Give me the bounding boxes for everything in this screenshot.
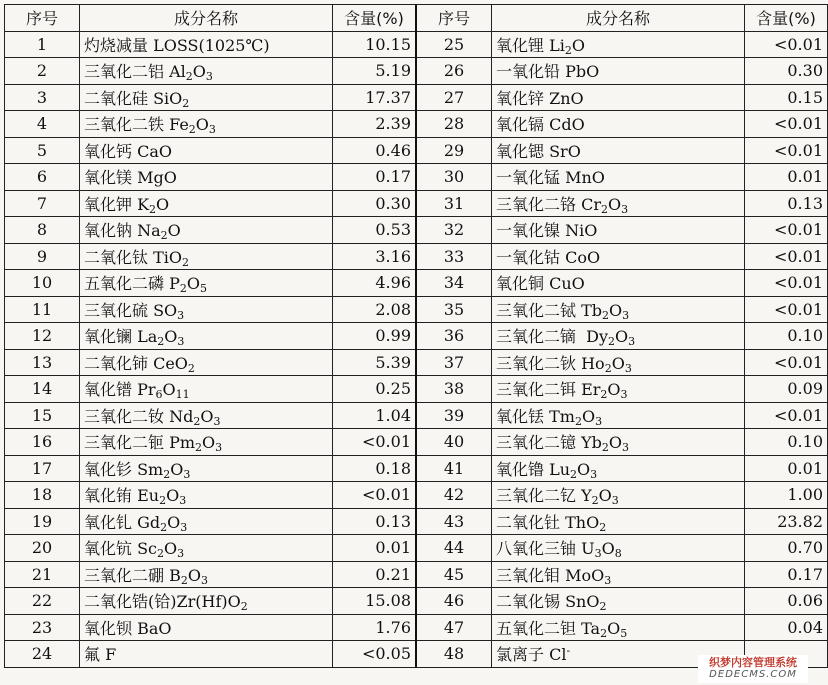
row-number: 41 xyxy=(416,455,492,482)
table-body xyxy=(5,31,828,667)
row-number: 40 xyxy=(416,429,492,456)
table-row xyxy=(5,84,828,111)
row-number: 5 xyxy=(5,137,80,164)
content-value: <0.05 xyxy=(333,641,417,668)
row-number: 6 xyxy=(5,164,80,191)
content-value: 0.30 xyxy=(333,190,417,217)
content-value: 3.16 xyxy=(333,243,417,270)
component-name: 三氧化二硼 $B_2O_3$ xyxy=(80,561,333,588)
content-value: 0.15 xyxy=(745,84,828,111)
content-value: <0.01 xyxy=(745,111,828,138)
row-number: 11 xyxy=(5,296,80,323)
content-value: 0.17 xyxy=(745,561,828,588)
content-value: 0.13 xyxy=(333,508,417,535)
table-header-row xyxy=(5,5,828,32)
row-number: 12 xyxy=(5,323,80,350)
header-name-right: 成分名称 xyxy=(492,5,745,32)
component-name: 八氧化三铀 $U_3O_8$ xyxy=(492,535,745,562)
component-name: 一氧化锰 MnO xyxy=(492,164,745,191)
component-name: 三氧化二铽 $Tb_2O_3$ xyxy=(492,296,745,323)
row-number: 33 xyxy=(416,243,492,270)
component-name: 一氧化钴 CoO xyxy=(492,243,745,270)
row-number: 22 xyxy=(5,588,80,615)
row-number: 47 xyxy=(416,614,492,641)
composition-table xyxy=(4,4,828,668)
content-value: <0.01 xyxy=(745,296,828,323)
component-name: 三氧化二钕 $Nd_2O_3$ xyxy=(80,402,333,429)
component-name: 氧化钠 $Na_2O$ xyxy=(80,217,333,244)
component-name: 氧化镉 CdO xyxy=(492,111,745,138)
row-number: 19 xyxy=(5,508,80,535)
content-value: <0.01 xyxy=(745,349,828,376)
row-number: 27 xyxy=(416,84,492,111)
content-value: 0.13 xyxy=(745,190,828,217)
row-number: 10 xyxy=(5,270,80,297)
component-name: 三氧化二钷 $Pm_2O_3$ xyxy=(80,429,333,456)
component-name: 三氧化二铝 $Al_2O_3$ xyxy=(80,58,333,85)
component-name: 一氧化铅 PbO xyxy=(492,58,745,85)
table-row xyxy=(5,164,828,191)
component-name: 氧化锶 SrO xyxy=(492,137,745,164)
content-value: 15.08 xyxy=(333,588,417,615)
content-value: 2.39 xyxy=(333,111,417,138)
header-name-left: 成分名称 xyxy=(80,5,333,32)
component-name: 三氧化二铬 $Cr_2O_3$ xyxy=(492,190,745,217)
component-name: 氧化钪 $Sc_2O_3$ xyxy=(80,535,333,562)
content-value: 0.46 xyxy=(333,137,417,164)
row-number: 4 xyxy=(5,111,80,138)
content-value: 1.76 xyxy=(333,614,417,641)
row-number: 7 xyxy=(5,190,80,217)
content-value: 0.01 xyxy=(745,455,828,482)
component-name: 氧化镁 MgO xyxy=(80,164,333,191)
component-name: 三氧化二铁 $Fe_2O_3$ xyxy=(80,111,333,138)
row-number: 46 xyxy=(416,588,492,615)
component-name: 氧化铥 $Tm_2O_3$ xyxy=(492,402,745,429)
row-number: 9 xyxy=(5,243,80,270)
table-row xyxy=(5,111,828,138)
component-name: 二氧化锡 SnO$_2$ xyxy=(492,588,745,615)
row-number: 14 xyxy=(5,376,80,403)
table-row xyxy=(5,190,828,217)
component-name: 二氧化钍 ThO$_2$ xyxy=(492,508,745,535)
table-row xyxy=(5,429,828,456)
row-number: 17 xyxy=(5,455,80,482)
content-value: 0.18 xyxy=(333,455,417,482)
component-name: 二氧化铈 CeO$_2$ xyxy=(80,349,333,376)
row-number: 43 xyxy=(416,508,492,535)
row-number: 34 xyxy=(416,270,492,297)
content-value: 0.09 xyxy=(745,376,828,403)
table-row xyxy=(5,535,828,562)
content-value: 0.53 xyxy=(333,217,417,244)
content-value: <0.01 xyxy=(745,137,828,164)
table-row xyxy=(5,508,828,535)
table-row xyxy=(5,349,828,376)
component-name: 灼烧减量 LOSS(1025℃) xyxy=(80,31,333,58)
row-number: 48 xyxy=(416,641,492,668)
content-value: 0.04 xyxy=(745,614,828,641)
row-number: 30 xyxy=(416,164,492,191)
content-value: 2.08 xyxy=(333,296,417,323)
row-number: 29 xyxy=(416,137,492,164)
row-number: 36 xyxy=(416,323,492,350)
row-number: 39 xyxy=(416,402,492,429)
component-name: 氧化钡 BaO xyxy=(80,614,333,641)
row-number: 32 xyxy=(416,217,492,244)
component-name: 二氧化钛 TiO$_2$ xyxy=(80,243,333,270)
table-row xyxy=(5,137,828,164)
content-value: <0.01 xyxy=(745,270,828,297)
component-name: 二氧化硅 SiO$_2$ xyxy=(80,84,333,111)
site-watermark xyxy=(698,655,808,683)
component-name: 氧化钾 $K_2O$ xyxy=(80,190,333,217)
content-value: 0.21 xyxy=(333,561,417,588)
row-number: 31 xyxy=(416,190,492,217)
content-value: <0.01 xyxy=(745,243,828,270)
table-row xyxy=(5,323,828,350)
content-value: 0.25 xyxy=(333,376,417,403)
table-row xyxy=(5,58,828,85)
content-value: 5.19 xyxy=(333,58,417,85)
component-name: 三氧化二钬 $Ho_2O_3$ xyxy=(492,349,745,376)
component-name: 三氧化硫 $SO_3$ xyxy=(80,296,333,323)
table-row xyxy=(5,217,828,244)
component-name: 三氧化钼 MoO$_3$ xyxy=(492,561,745,588)
header-no-left: 序号 xyxy=(5,5,80,32)
table-row xyxy=(5,482,828,509)
row-number: 45 xyxy=(416,561,492,588)
content-value: 0.17 xyxy=(333,164,417,191)
row-number: 2 xyxy=(5,58,80,85)
header-value-right: 含量(%) xyxy=(745,5,828,32)
component-name: 一氧化镍 NiO xyxy=(492,217,745,244)
table-row xyxy=(5,588,828,615)
row-number: 21 xyxy=(5,561,80,588)
component-name: 氧化铜 CuO xyxy=(492,270,745,297)
row-number: 38 xyxy=(416,376,492,403)
table-row xyxy=(5,614,828,641)
component-name: 三氧化二镱 $Yb_2O_3$ xyxy=(492,429,745,456)
content-value: 0.01 xyxy=(333,535,417,562)
content-value: 0.06 xyxy=(745,588,828,615)
row-number: 44 xyxy=(416,535,492,562)
component-name: 氧化锌 ZnO xyxy=(492,84,745,111)
content-value: 10.15 xyxy=(333,31,417,58)
row-number: 26 xyxy=(416,58,492,85)
component-name: 氯离子 Cl- xyxy=(492,641,745,668)
content-value: 0.30 xyxy=(745,58,828,85)
row-number: 15 xyxy=(5,402,80,429)
component-name: 氧化钙 CaO xyxy=(80,137,333,164)
row-number: 35 xyxy=(416,296,492,323)
row-number: 13 xyxy=(5,349,80,376)
composition-sheet xyxy=(4,4,823,679)
component-name: 氧化镧 $La_2O_3$ xyxy=(80,323,333,350)
content-value: 0.01 xyxy=(745,164,828,191)
row-number: 25 xyxy=(416,31,492,58)
component-name: 氧化铕 $Eu_2O_3$ xyxy=(80,482,333,509)
content-value: 17.37 xyxy=(333,84,417,111)
table-row xyxy=(5,270,828,297)
content-value: 0.70 xyxy=(745,535,828,562)
component-name: 三氧化二铒 $Er_2O_3$ xyxy=(492,376,745,403)
row-number: 23 xyxy=(5,614,80,641)
table-row xyxy=(5,31,828,58)
content-value: <0.01 xyxy=(745,402,828,429)
row-number: 18 xyxy=(5,482,80,509)
content-value: 0.10 xyxy=(745,323,828,350)
table-row xyxy=(5,376,828,403)
content-value: 1.04 xyxy=(333,402,417,429)
content-value: <0.01 xyxy=(333,482,417,509)
component-name: 二氧化锆(铪)$Zr(Hf)O_2$ xyxy=(80,588,333,615)
content-value: 5.39 xyxy=(333,349,417,376)
component-name: 三氧化二钇 $Y_2O_3$ xyxy=(492,482,745,509)
component-name: 氧化钆 $Gd_2O_3$ xyxy=(80,508,333,535)
header-value-left: 含量(%) xyxy=(333,5,417,32)
component-name: 五氧化二钽 $Ta_2O_5$ xyxy=(492,614,745,641)
content-value: 0.10 xyxy=(745,429,828,456)
row-number: 20 xyxy=(5,535,80,562)
table-row xyxy=(5,561,828,588)
component-name: 三氧化二镝 $Dy_2O_3$ xyxy=(492,323,745,350)
row-number: 1 xyxy=(5,31,80,58)
row-number: 8 xyxy=(5,217,80,244)
content-value: <0.01 xyxy=(333,429,417,456)
header-no-right: 序号 xyxy=(416,5,492,32)
component-name: 氧化锂 $Li_2O$ xyxy=(492,31,745,58)
component-name: 氟 F xyxy=(80,641,333,668)
content-value: <0.01 xyxy=(745,217,828,244)
row-number: 42 xyxy=(416,482,492,509)
content-value: 0.99 xyxy=(333,323,417,350)
row-number: 37 xyxy=(416,349,492,376)
content-value: 23.82 xyxy=(745,508,828,535)
row-number: 24 xyxy=(5,641,80,668)
row-number: 3 xyxy=(5,84,80,111)
component-name: 氧化镨 $Pr_6O_{11}$ xyxy=(80,376,333,403)
content-value: 1.00 xyxy=(745,482,828,509)
table-row xyxy=(5,402,828,429)
watermark-en-text: DEDECMS.COM xyxy=(709,669,797,680)
table-row xyxy=(5,455,828,482)
row-number: 28 xyxy=(416,111,492,138)
content-value: <0.01 xyxy=(745,31,828,58)
table-row xyxy=(5,296,828,323)
component-name: 氧化镥 $Lu_2O_3$ xyxy=(492,455,745,482)
watermark-cn-text: 织梦内容管理系统 xyxy=(709,656,797,669)
content-value: 4.96 xyxy=(333,270,417,297)
component-name: 五氧化二磷 $P_2O_5$ xyxy=(80,270,333,297)
component-name: 氧化钐 $Sm_2O_3$ xyxy=(80,455,333,482)
table-row xyxy=(5,243,828,270)
row-number: 16 xyxy=(5,429,80,456)
